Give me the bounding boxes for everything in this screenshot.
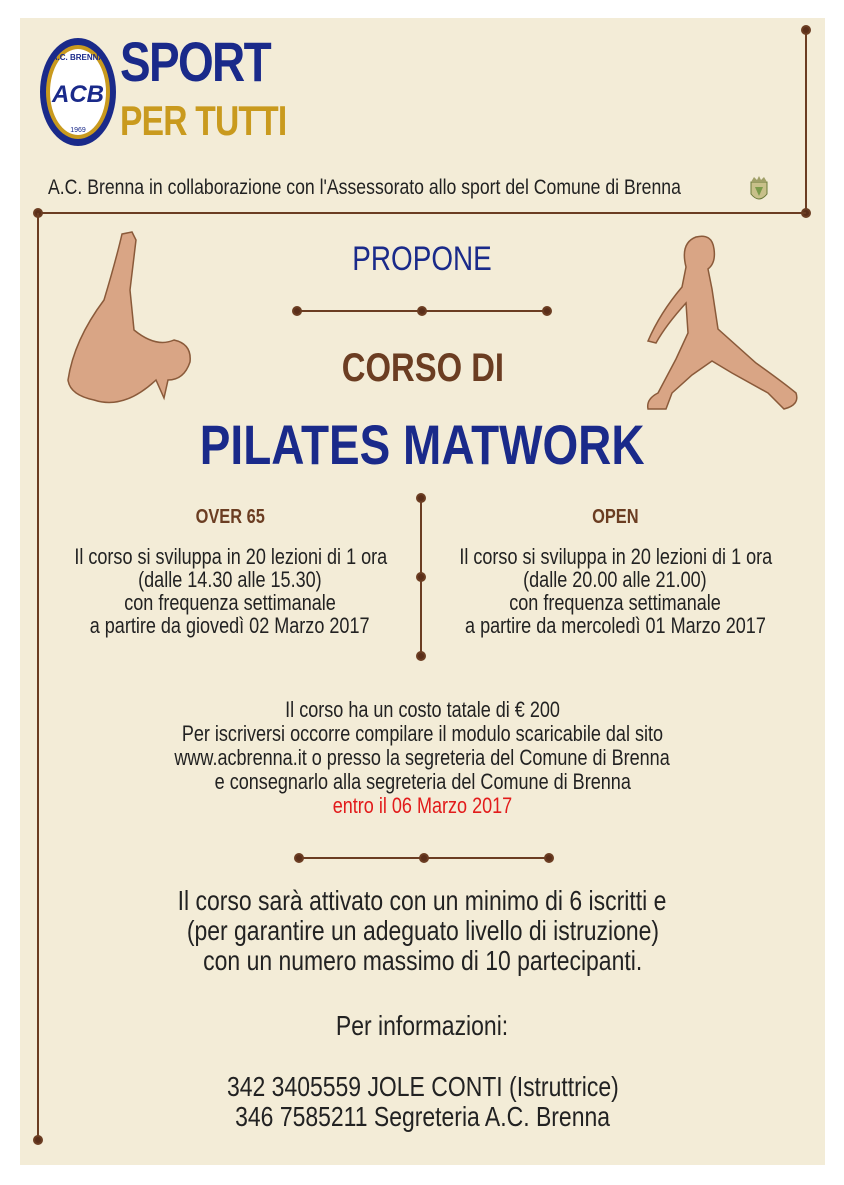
poster	[20, 18, 825, 1165]
group-open	[425, 506, 805, 637]
group-open-line: a partire da mercoledì 01 Marzo 2017	[464, 613, 766, 638]
capacity-info	[20, 886, 825, 976]
group-over65-line: (dalle 14.30 alle 15.30)	[138, 567, 322, 592]
group-open-line: Il corso si sviluppa in 20 lezioni di 1 ora	[459, 544, 773, 569]
title-sport: SPORT	[120, 30, 270, 93]
acb-logo	[38, 36, 118, 148]
enrollment-info	[20, 698, 825, 818]
group-over65-line: a partire da giovedì 02 Marzo 2017	[90, 613, 370, 638]
capacity-line: Il corso sarà attivato con un minimo di 6 iscritti e	[178, 885, 667, 916]
enrollment-line: www.acbrenna.it o presso la segreteria del Comune di Brenna	[174, 745, 671, 770]
course-line2-text: PILATES MATWORK	[200, 413, 645, 476]
enrollment-line: e consegnarlo alla segreteria del Comune di Brenna	[214, 769, 631, 794]
capacity-line: con un numero massimo di 10 partecipanti.	[202, 945, 643, 976]
info-heading	[20, 1010, 825, 1042]
group-over65-title: OVER 65	[195, 506, 265, 528]
course-heading-line2	[20, 412, 825, 477]
group-open-line: con frequenza settimanale	[509, 590, 721, 615]
group-over65-line: Il corso si sviluppa in 20 lezioni di 1 ora	[74, 544, 388, 569]
course-line1-text: CORSO DI	[341, 346, 504, 390]
logo-monogram: ACB	[52, 81, 104, 108]
contact-line: 342 3405559 JOLE CONTI (Istruttrice)	[226, 1071, 619, 1102]
contact-line: 346 7585211 Segreteria A.C. Brenna	[235, 1101, 610, 1132]
course-heading-line1	[20, 346, 825, 391]
group-open-title: OPEN	[591, 506, 639, 528]
title-per-tutti: PER TUTTI	[120, 97, 287, 144]
group-over65	[40, 506, 420, 637]
group-open-line: (dalle 20.00 alle 21.00)	[523, 567, 707, 592]
enrollment-line: Per iscriversi occorre compilare il modulo scaricabile dal sito	[181, 721, 664, 746]
enrollment-deadline: entro il 06 Marzo 2017	[332, 793, 513, 818]
propone-text: PROPONE	[352, 240, 493, 278]
enrollment-line: Il corso ha un costo tatale di € 200	[285, 697, 560, 722]
logo-year: 1969	[70, 127, 86, 134]
info-heading-text: Per informazioni:	[336, 1010, 509, 1041]
comune-crest-icon	[748, 174, 770, 204]
collaboration-text: A.C. Brenna in collaborazione con l'Assessorato allo sport del Comune di Brenna	[48, 176, 681, 199]
contacts	[20, 1072, 825, 1132]
logo-ring-text: A.C. BRENNA	[51, 53, 105, 62]
capacity-line: (per garantire un adeguato livello di istruzione)	[186, 915, 659, 946]
propone-heading	[20, 240, 825, 279]
group-over65-line: con frequenza settimanale	[124, 590, 336, 615]
